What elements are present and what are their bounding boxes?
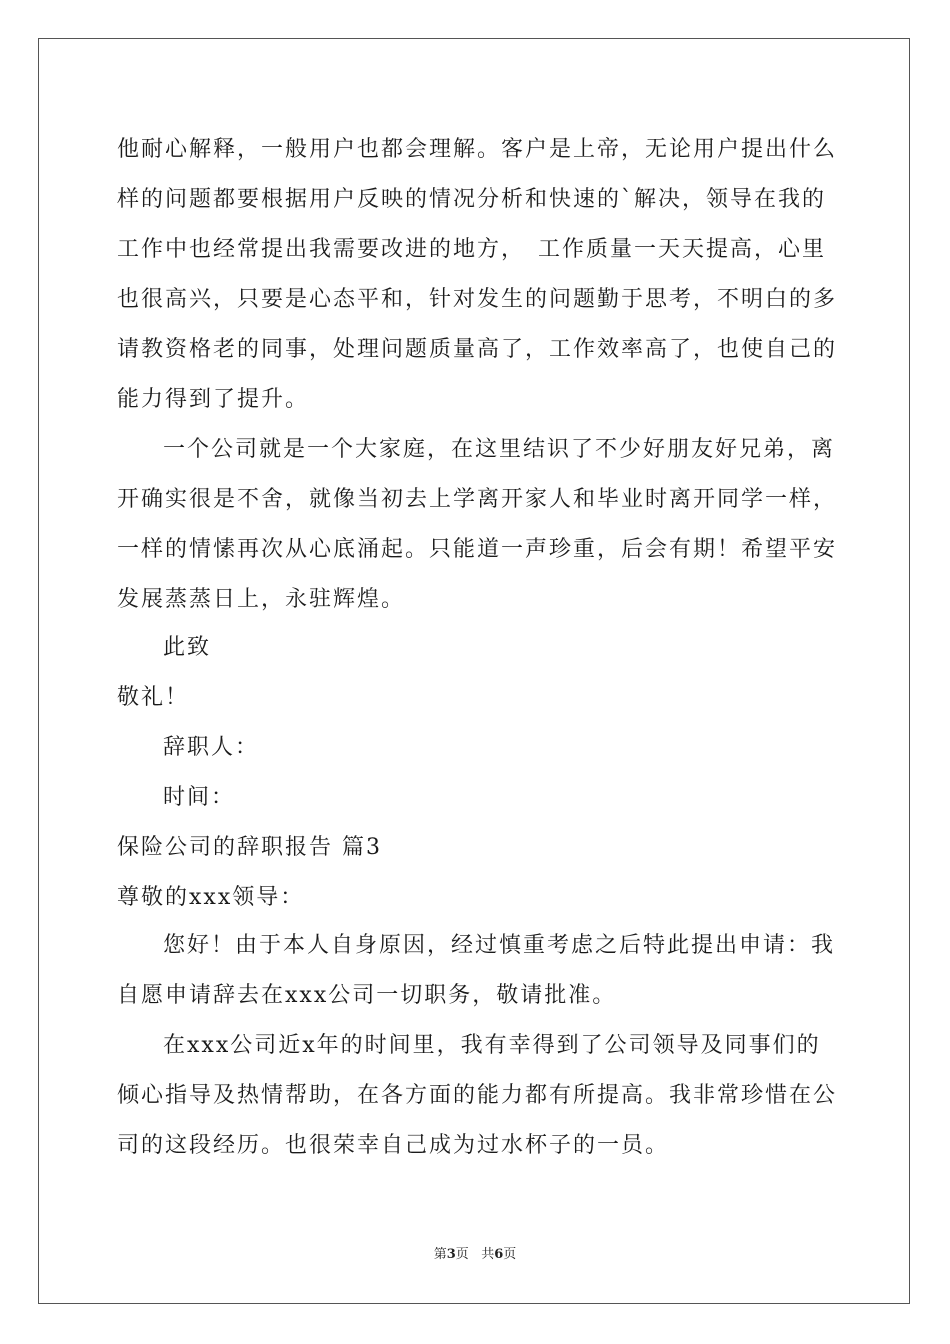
paragraph-line: 一个公司就是一个大家庭，在这里结识了不少好朋友好兄弟，离 — [163, 437, 836, 462]
page-footer — [0, 1246, 950, 1264]
page-border — [38, 38, 910, 1304]
body-line: 样的问题都要根据用户反映的情况分析和快速的`解决，领导在我的 — [117, 187, 827, 212]
body-line: 能力得到了提升。 — [117, 387, 310, 412]
footer-total-prefix: 共 — [481, 1247, 495, 1262]
signature-label: 辞职人： — [163, 735, 260, 760]
body-line: 请教资格老的同事，处理问题质量高了，工作效率高了，也使自己的 — [117, 337, 838, 362]
body-line: 也很高兴，只要是心态平和，针对发生的问题勤于思考，不明白的多 — [117, 287, 838, 312]
body-line: 自愿申请辞去在xxx公司一切职务，敬请批准。 — [117, 983, 617, 1008]
footer-total-suffix: 页 — [503, 1247, 517, 1262]
body-line: 倾心指导及热情帮助，在各方面的能力都有所提高。我非常珍惜在公 — [117, 1083, 838, 1108]
closing-regards: 敬礼！ — [117, 685, 190, 710]
body-line: 工作中也经常提出我需要改进的地方， 工作质量一天天提高，心里 — [117, 237, 827, 262]
paragraph-line: 在xxx公司近x年的时间里，我有幸得到了公司领导及同事们的 — [163, 1033, 821, 1058]
date-label: 时间： — [163, 785, 236, 810]
body-line: 发展蒸蒸日上，永驻辉煌。 — [117, 587, 406, 612]
body-line: 他耐心解释，一般用户也都会理解。客户是上帝，无论用户提出什么 — [117, 137, 838, 162]
body-line: 一样的情愫再次从心底涌起。只能道一声珍重，后会有期！希望平安 — [117, 537, 838, 562]
section-title: 保险公司的辞职报告 篇3 — [117, 835, 382, 860]
greeting: 尊敬的xxx领导： — [117, 885, 305, 910]
body-line: 司的这段经历。也很荣幸自己成为过水杯子的一员。 — [117, 1133, 670, 1158]
closing-salutation: 此致 — [163, 635, 212, 660]
body-line: 开确实很是不舍，就像当初去上学离开家人和毕业时离开同学一样， — [117, 487, 838, 512]
current-page-number: 3 — [446, 1247, 456, 1262]
paragraph-line: 您好！由于本人自身原因，经过慎重考虑之后特此提出申请：我 — [163, 933, 836, 958]
total-page-count: 6 — [494, 1247, 504, 1262]
footer-page-suffix: 页 — [455, 1247, 469, 1262]
footer-prefix: 第 — [433, 1247, 447, 1262]
